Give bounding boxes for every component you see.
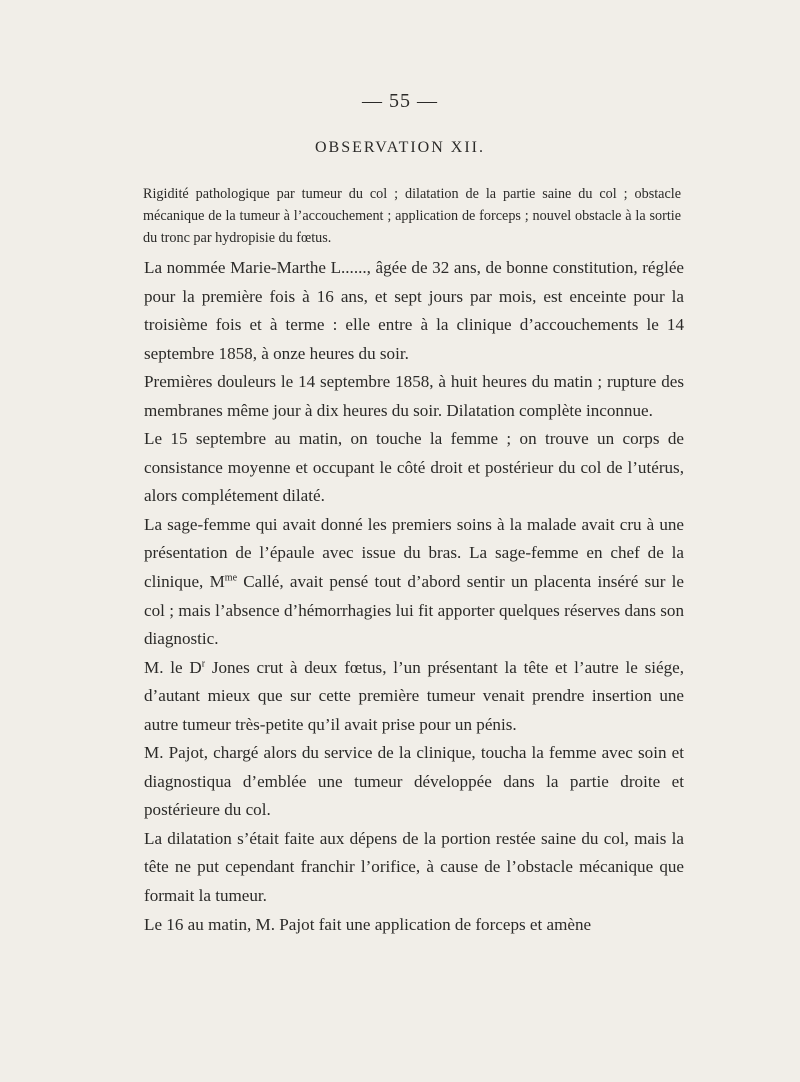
paragraph-dr-jones <box>144 654 684 740</box>
observation-body <box>144 254 684 939</box>
page-number: — 55 — <box>362 90 438 112</box>
paragraph-midwife-opinion-part1: La sage-femme qui avait donné les premiers soins à la malade avait cru à une présentation de l’épaule avec issue du bras. La sage-femme en chef de la clinique, <box>144 514 684 592</box>
observation-title: OBSERVATION XII. <box>315 139 485 156</box>
paragraph-examination: Le 15 septembre au matin, on touche la femme ; on trouve un corps de consistance moyenne et occupant le côté droit et postérieur du col de l’utérus, alors complétement dilaté. <box>144 429 684 506</box>
paragraph-first-pains: Premières douleurs le 14 septembre 1858, à huit heures du matin ; rupture des membranes même jour à dix heures du soir. Dilatation complète inconnue. <box>144 372 684 420</box>
paragraph-midwife-opinion <box>144 511 684 654</box>
paragraph-forceps: Le 16 au matin, M. Pajot fait une application de forceps et amène <box>144 914 592 934</box>
paragraph-patient: La nommée Marie-Marthe L......, âgée de 32 ans, de bonne constitution, réglée pour la première fois à 16 ans, et sept jours par mois, est enceinte pour la troisième fois et à terme : elle entre à la clinique d’accouchements le 14 septembre 1858, à onze heures du soir. <box>144 258 684 363</box>
observation-summary: Rigidité pathologique par tumeur du col ; dilatation de la partie saine du col ; obstacle mécanique de la tumeur à l’accouchement ; application de forceps ; nouvel obstacle à la sortie du tronc par hydropisie du fœtus. <box>143 186 681 246</box>
paragraph-dr-jones-text: Jones crut à deux fœtus, l’un présentant la tête et l’autre le siége, d’autant mieux que sur cette première tumeur venait prendre insertion une autre tumeur très-petite qu’il avait prise pour un pénis. <box>144 657 684 734</box>
paragraph-midwife-opinion-part2: Callé, avait pensé tout d’abord sentir un placenta inséré sur le col ; mais l’absence d’hémorrhagies lui fit apporter quelques réserves dans son diagnostic. <box>144 572 684 649</box>
paragraph-dr-jones-prefix: M. le <box>144 657 183 677</box>
paragraph-pajot-diagnosis: M. Pajot, chargé alors du service de la clinique, toucha la femme avec soin et diagnostiqua d’emblée une tumeur développée dans la partie droite et postérieure du col. <box>144 743 684 820</box>
paragraph-dilatation: La dilatation s’était faite aux dépens de la portion restée saine du col, mais la tête ne put cependant franchir l’orifice, à cause de l’obstacle mécanique que formait la tumeur. <box>144 828 684 906</box>
abbrev-mme: $M^{me}$ <box>209 572 238 592</box>
abbrev-dr: $D^r$ <box>189 657 206 677</box>
